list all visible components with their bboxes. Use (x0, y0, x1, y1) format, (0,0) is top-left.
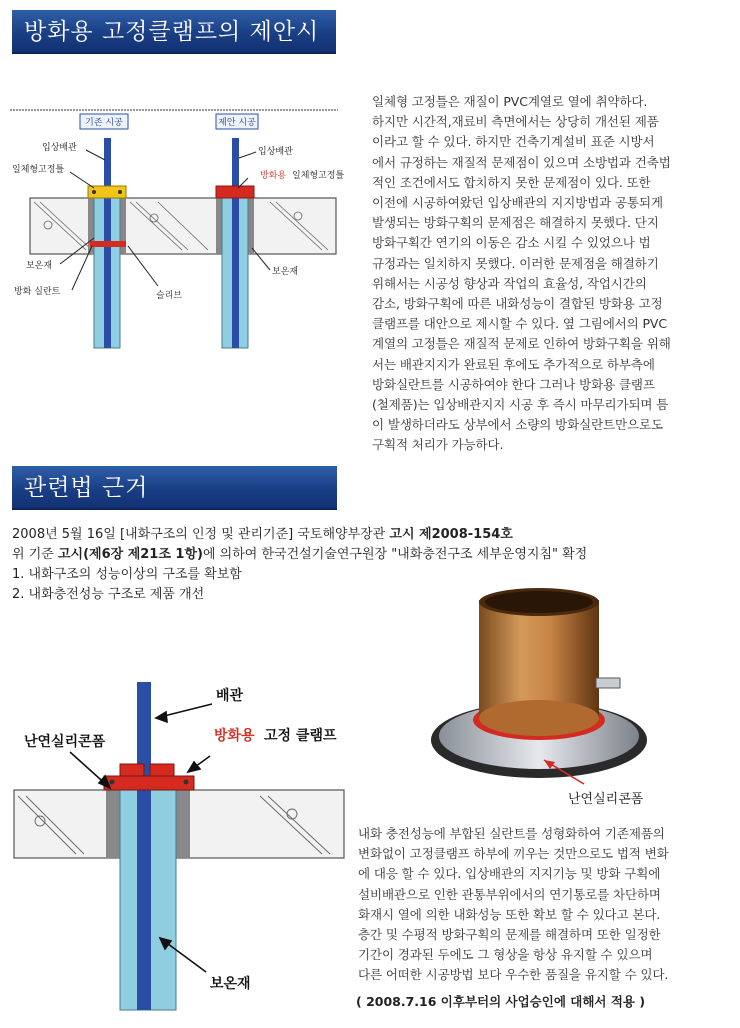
paragraph-line: 에서 규정하는 재질적 문제점이 있으며 소방법과 건축법 (372, 154, 671, 170)
law-line-1: 2008년 5월 16일 [내화구조의 인정 및 관리기준] 국토해양부장관 고시 제2008-154호 (12, 527, 513, 542)
label-clamp-right: 일체형고정틀 (292, 171, 345, 181)
existing-assembly (88, 138, 126, 348)
paragraph-line: 서는 배관지지가 완료된 후에도 추가적으로 하부측에 (372, 356, 655, 372)
paragraph-line: 방화실란트를 시공하여야 한다 그러나 방화용 클램프 (372, 376, 655, 392)
clamp-installation-diagram (10, 676, 350, 1016)
photo-label-silicone-foam: 난연실리콘폼 (568, 792, 644, 807)
label-clamp-right-red: 방화용 (260, 171, 287, 181)
label-insulation-left: 보온재 (26, 261, 53, 271)
paragraph-line: 이 발생하더라도 상부에서 소량의 방화실란트만으로도 (372, 417, 663, 433)
pipe (137, 682, 151, 1010)
label-clamp: 고정 클램프 (264, 728, 337, 744)
label-pipe-right: 입상배관 (258, 147, 293, 157)
paragraph-line: 방화구획간 연기의 이동은 감소 시킬 수 있었으나 법 (372, 235, 651, 251)
paragraph-line: 층간 및 수평적 방화구획의 문제를 해결하며 또한 일정한 (358, 927, 661, 943)
paragraph-line: 기간이 경과된 두에도 그 형상을 항상 유지할 수 있으며 (358, 947, 653, 963)
paragraph-line: 하지만 시간적,재료비 측면에서는 상당히 개선된 제품 (372, 114, 659, 130)
comparison-diagram (8, 98, 348, 358)
paragraph-line: 에 대응 할 수 있다. 입상배관의 지지기능 및 방화 구획에 (358, 866, 661, 882)
paragraph-line: 클램프를 대안으로 제시할 수 있다. 옆 그림에서의 PVC (372, 316, 668, 332)
section-title: 관련법 근거 (24, 475, 149, 501)
label-sealant-left: 방화 실란트 (14, 287, 61, 297)
tab-existing-label: 기존 시공 (85, 118, 123, 128)
label-insulation: 보온재 (210, 976, 251, 992)
paragraph-line: 변화없이 고정클램프 하부에 끼우는 것만으로도 법적 변화 (358, 846, 669, 862)
paragraph-line: 규정과는 일치하지 못했다. 이러한 문제점을 해결하기 (372, 255, 659, 271)
section-header-legal-basis (12, 466, 337, 510)
paragraph-line: (철제품)는 입상배관지지 시공 후 즉시 마무리가되며 틈 (372, 397, 669, 413)
section-title: 방화용 고정클램프의 제안시공 (24, 19, 320, 89)
label-pipe: 배관 (216, 688, 244, 704)
label-pipe-left: 입상배관 (42, 143, 77, 153)
label-silicone-foam: 난연실리콘폼 (24, 734, 106, 750)
label-clamp-red: 방화용 (214, 728, 255, 744)
tab-proposed (216, 114, 258, 129)
law-item-1: 1. 내화구조의 성능이상의 구조를 확보함 (12, 567, 242, 582)
paragraph-line: 다른 어떠한 시공방법 보다 우수한 품질을 유지할 수 있다. (358, 967, 669, 983)
paragraph-line: 적인 조건에서도 합치하지 못한 문제점이 있다. 또한 (372, 174, 651, 190)
paragraph-line: 내화 충전성능에 부합된 실란트를 성형화하여 기존제품의 (358, 826, 665, 841)
paragraph-line: 감소, 방화구획에 따른 내화성능이 결합된 방화용 고정 (372, 296, 663, 312)
paragraph-line: 일체형 고정틀은 재질이 PVC계열로 열에 취약하다. (372, 94, 648, 109)
silicone-foam-left (106, 790, 120, 858)
application-notice: ( 2008.7.16 이후부터의 사업승인에 대해서 적용 ) (356, 994, 646, 1009)
section-header-proposal (12, 10, 336, 89)
paragraph-line: 설비배관으로 인한 관통부위에서의 연기통로를 차단하며 (358, 886, 661, 902)
paragraph-line: 위해서는 시공성 향상과 작업의 효율성, 작업시간의 (372, 275, 647, 291)
proposal-paragraph (372, 92, 736, 456)
paragraph-line: 화재시 열에 의한 내화성능 또한 확보 할 수 있다고 본다. (358, 906, 661, 922)
label-insulation-right: 보온재 (272, 267, 299, 277)
silicone-foam-right (176, 790, 190, 858)
product-photo (424, 588, 654, 798)
paragraph-line: 이라고 할 수 있다. 하지만 건축기계설비 표준 시방서 (372, 134, 655, 150)
paragraph-line: 발생되는 방화구획의 문제점은 해결하지 못했다. 단지 (372, 215, 659, 231)
proposed-assembly (216, 138, 254, 348)
label-sleeve: 슬리브 (156, 291, 183, 301)
paragraph-line: 이전에 시공하여왔던 입상배관의 지지방법과 공통되게 (372, 195, 663, 211)
law-line-2: 위 기준 고시(제6장 제21조 1항)에 의하여 한국건설기술연구원장 "내화충전구조 세부운영지침" 확정 (12, 547, 588, 562)
law-item-2: 2. 내화충전성능 구조로 제품 개선 (12, 587, 205, 602)
paragraph-line: 구획적 처리가 가능하다. (372, 437, 504, 453)
label-clamp-left: 일체형고정틀 (12, 165, 65, 175)
paragraph-line: 계열의 고정틀은 재질적 문제로 인하여 방화구획을 위해 (372, 336, 671, 352)
tab-existing (80, 114, 128, 129)
tab-proposed-label: 제안 시공 (218, 118, 256, 128)
product-paragraph (358, 824, 734, 986)
